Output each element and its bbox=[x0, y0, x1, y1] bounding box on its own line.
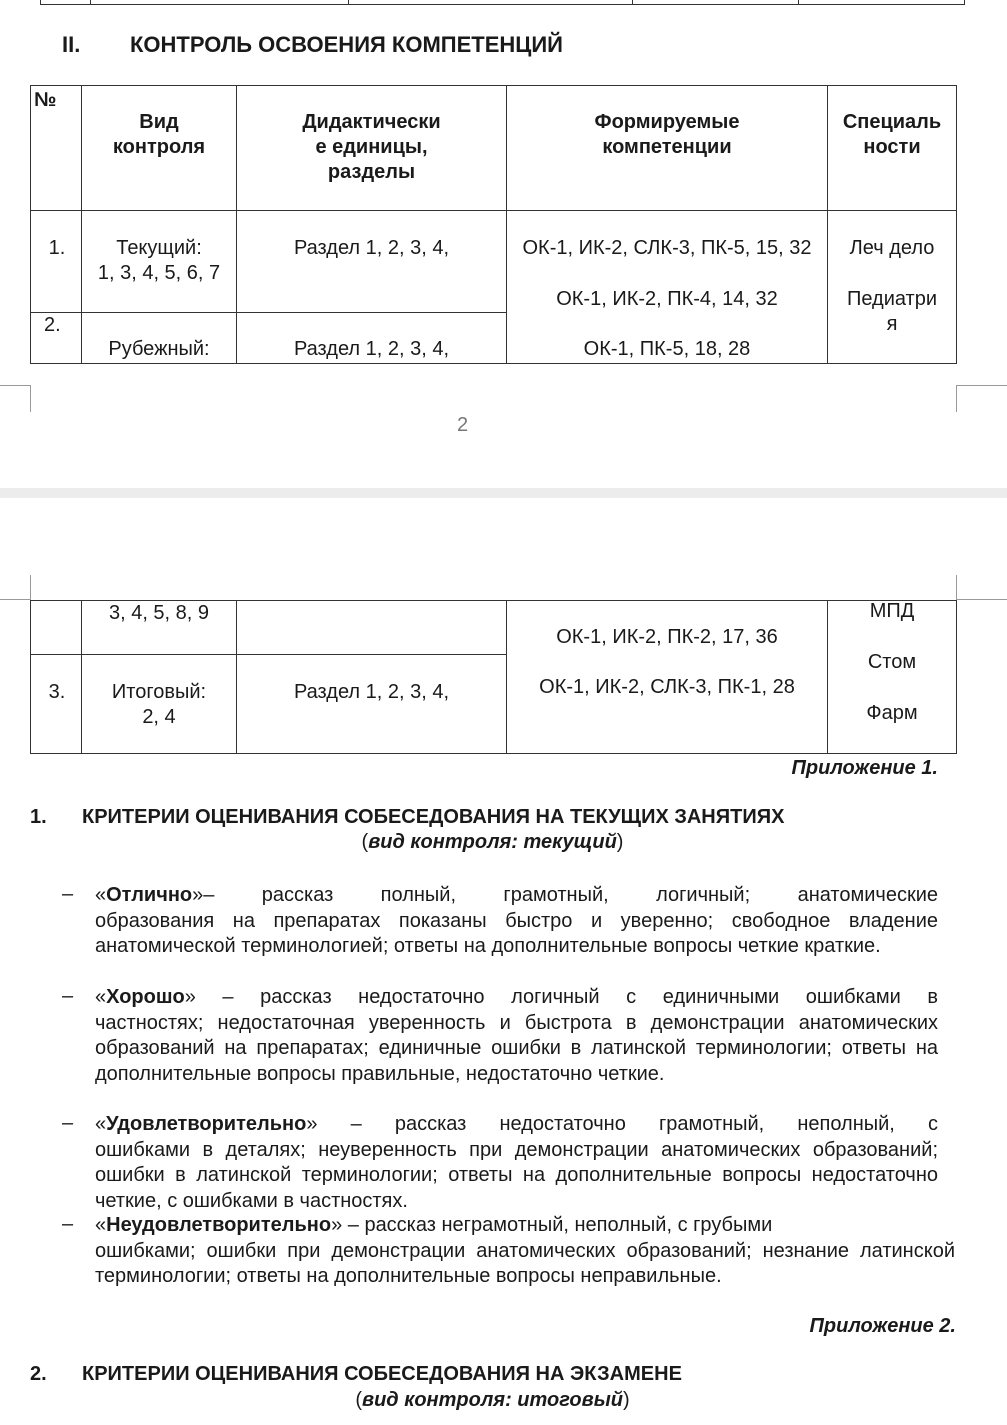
prev-table-line bbox=[798, 0, 799, 5]
header-competencies-line1: Формируемые bbox=[594, 111, 740, 133]
list-bullet: – bbox=[62, 1112, 74, 1134]
prev-table-bottom-border bbox=[40, 4, 965, 5]
table-border bbox=[956, 85, 957, 364]
specialty-line: Леч дело bbox=[849, 237, 935, 259]
criterion-excellent: «Отлично»– рассказ полный, грамотный, логичный; анатомические bbox=[95, 884, 938, 906]
prev-table-line bbox=[90, 0, 91, 5]
header-units-line2: е единицы, bbox=[315, 136, 428, 158]
header-units-line3: разделы bbox=[327, 161, 416, 183]
criterion-excellent-text: образования на препаратах показаны быстро и уверенно; свободное владение анатомической терминологией; ответы на дополнительные вопросы четкие краткие. bbox=[95, 909, 938, 957]
table-border bbox=[30, 85, 31, 364]
row3-topics: 2, 4 bbox=[142, 706, 176, 728]
heading-1-number: 1. bbox=[30, 806, 47, 828]
row2-number: 2. bbox=[44, 314, 61, 336]
criterion-good-text: частностях; недостаточная уверенность и быстрота в демонстрации анатомических образований на препаратах; единичные ошибки в латинской терминологии; ответы на дополнительные вопросы правильные, недостаточно четкие. bbox=[95, 1011, 938, 1085]
competency-line: ОК-1, ИК-2, ПК-2, 17, 36 bbox=[556, 626, 778, 648]
specialty-line: Стом bbox=[867, 651, 917, 673]
list-bullet: – bbox=[62, 1213, 74, 1235]
competency-line: ОК-1, ИК-2, СЛК-3, ПК-5, 15, 32 bbox=[522, 237, 812, 259]
table-border bbox=[30, 654, 507, 655]
page-corner-mark bbox=[0, 385, 30, 386]
row3-number: 3. bbox=[48, 681, 66, 703]
row2-control-type: Рубежный: bbox=[108, 338, 210, 360]
heading-2-number: 2. bbox=[30, 1363, 47, 1385]
page-number: 2 bbox=[456, 414, 469, 436]
prev-table-line bbox=[964, 0, 965, 5]
list-bullet: – bbox=[62, 883, 74, 905]
section-title: КОНТРОЛЬ ОСВОЕНИЯ КОМПЕТЕНЦИЙ bbox=[130, 32, 563, 57]
criterion-satisfactory: «Удовлетворительно» – рассказ недостаточно грамотный, неполный, с bbox=[95, 1113, 938, 1135]
competency-line: ОК-1, ИК-2, ПК-4, 14, 32 bbox=[556, 288, 778, 310]
section-number: II. bbox=[62, 32, 81, 57]
row1-control-type: Текущий: bbox=[116, 237, 202, 259]
criterion-unsatisfactory: «Неудовлетворительно» – рассказ неграмотный, неполный, с грубыми bbox=[95, 1214, 773, 1236]
page-corner-mark bbox=[30, 575, 31, 600]
page-separator bbox=[0, 488, 1007, 498]
page-corner-mark bbox=[30, 385, 31, 412]
specialty-line: Фарм bbox=[866, 702, 918, 724]
specialty-line: я bbox=[886, 313, 898, 335]
table-border bbox=[956, 600, 957, 754]
table-border bbox=[30, 753, 957, 754]
header-number: № bbox=[34, 89, 57, 111]
page-corner-mark bbox=[0, 599, 30, 600]
prev-table-line bbox=[348, 0, 349, 5]
specialty-line: Педиатри bbox=[846, 288, 938, 310]
competency-line: ОК-1, ИК-2, СЛК-3, ПК-1, 28 bbox=[539, 676, 795, 698]
table-border bbox=[30, 85, 957, 86]
row1-units: Раздел 1, 2, 3, 4, bbox=[293, 237, 450, 259]
page-corner-mark bbox=[956, 575, 957, 600]
row2-units: Раздел 1, 2, 3, 4, bbox=[293, 338, 450, 360]
criterion-unsatisfactory-text: ошибками; ошибки при демонстрации анатомических образований; незнание латинской терминологии; ответы на дополнительные вопросы неправильные. bbox=[95, 1239, 955, 1287]
appendix-2-label: Приложение 2. bbox=[809, 1315, 956, 1337]
heading-1-subtitle: (вид контроля: текущий) bbox=[361, 831, 624, 853]
row3-units: Раздел 1, 2, 3, 4, bbox=[293, 681, 450, 703]
page-corner-mark bbox=[956, 385, 1007, 386]
heading-2-subtitle: (вид контроля: итоговый) bbox=[355, 1389, 630, 1411]
row1-number: 1. bbox=[48, 237, 66, 259]
heading-2-title: КРИТЕРИИ ОЦЕНИВАНИЯ СОБЕСЕДОВАНИЯ НА ЭКЗАМЕНЕ bbox=[82, 1363, 682, 1385]
table-border bbox=[236, 600, 237, 754]
list-bullet: – bbox=[62, 985, 74, 1007]
header-control-type-line2: контроля bbox=[112, 136, 206, 158]
competency-line: ОК-1, ПК-5, 18, 28 bbox=[583, 338, 751, 360]
prev-table-line bbox=[632, 0, 633, 5]
header-competencies-line2: компетенции bbox=[602, 136, 732, 158]
header-control-type-line1: Вид bbox=[139, 111, 179, 133]
table-border bbox=[30, 363, 957, 364]
row3-control-type: Итоговый: bbox=[111, 681, 207, 703]
header-specialties-line1: Специаль bbox=[842, 111, 942, 133]
table-border bbox=[30, 210, 957, 211]
table-border bbox=[30, 312, 507, 313]
appendix-1-label: Приложение 1. bbox=[791, 757, 938, 779]
table-border bbox=[30, 600, 31, 754]
heading-1-title: КРИТЕРИИ ОЦЕНИВАНИЯ СОБЕСЕДОВАНИЯ НА ТЕКУЩИХ ЗАНЯТИЯХ bbox=[82, 806, 785, 828]
criterion-good: «Хорошо» – рассказ недостаточно логичный с единичными ошибками в bbox=[95, 986, 938, 1008]
header-units-line1: Дидактически bbox=[302, 111, 441, 133]
page-corner-mark bbox=[956, 385, 957, 412]
prev-table-line bbox=[40, 0, 41, 5]
page-corner-mark bbox=[956, 599, 1007, 600]
header-specialties-line2: ности bbox=[863, 136, 921, 158]
row1-topics: 1, 3, 4, 5, 6, 7 bbox=[97, 262, 221, 284]
criterion-satisfactory-text: ошибками в деталях; неуверенность при демонстрации анатомических образований; ошибки в латинской терминологии; ответы на дополнительные вопросы недостаточно четкие, с ошибками в частностях. bbox=[95, 1138, 938, 1212]
row2-topics: 3, 4, 5, 8, 9 bbox=[108, 602, 210, 624]
specialty-line: МПД bbox=[869, 600, 915, 622]
